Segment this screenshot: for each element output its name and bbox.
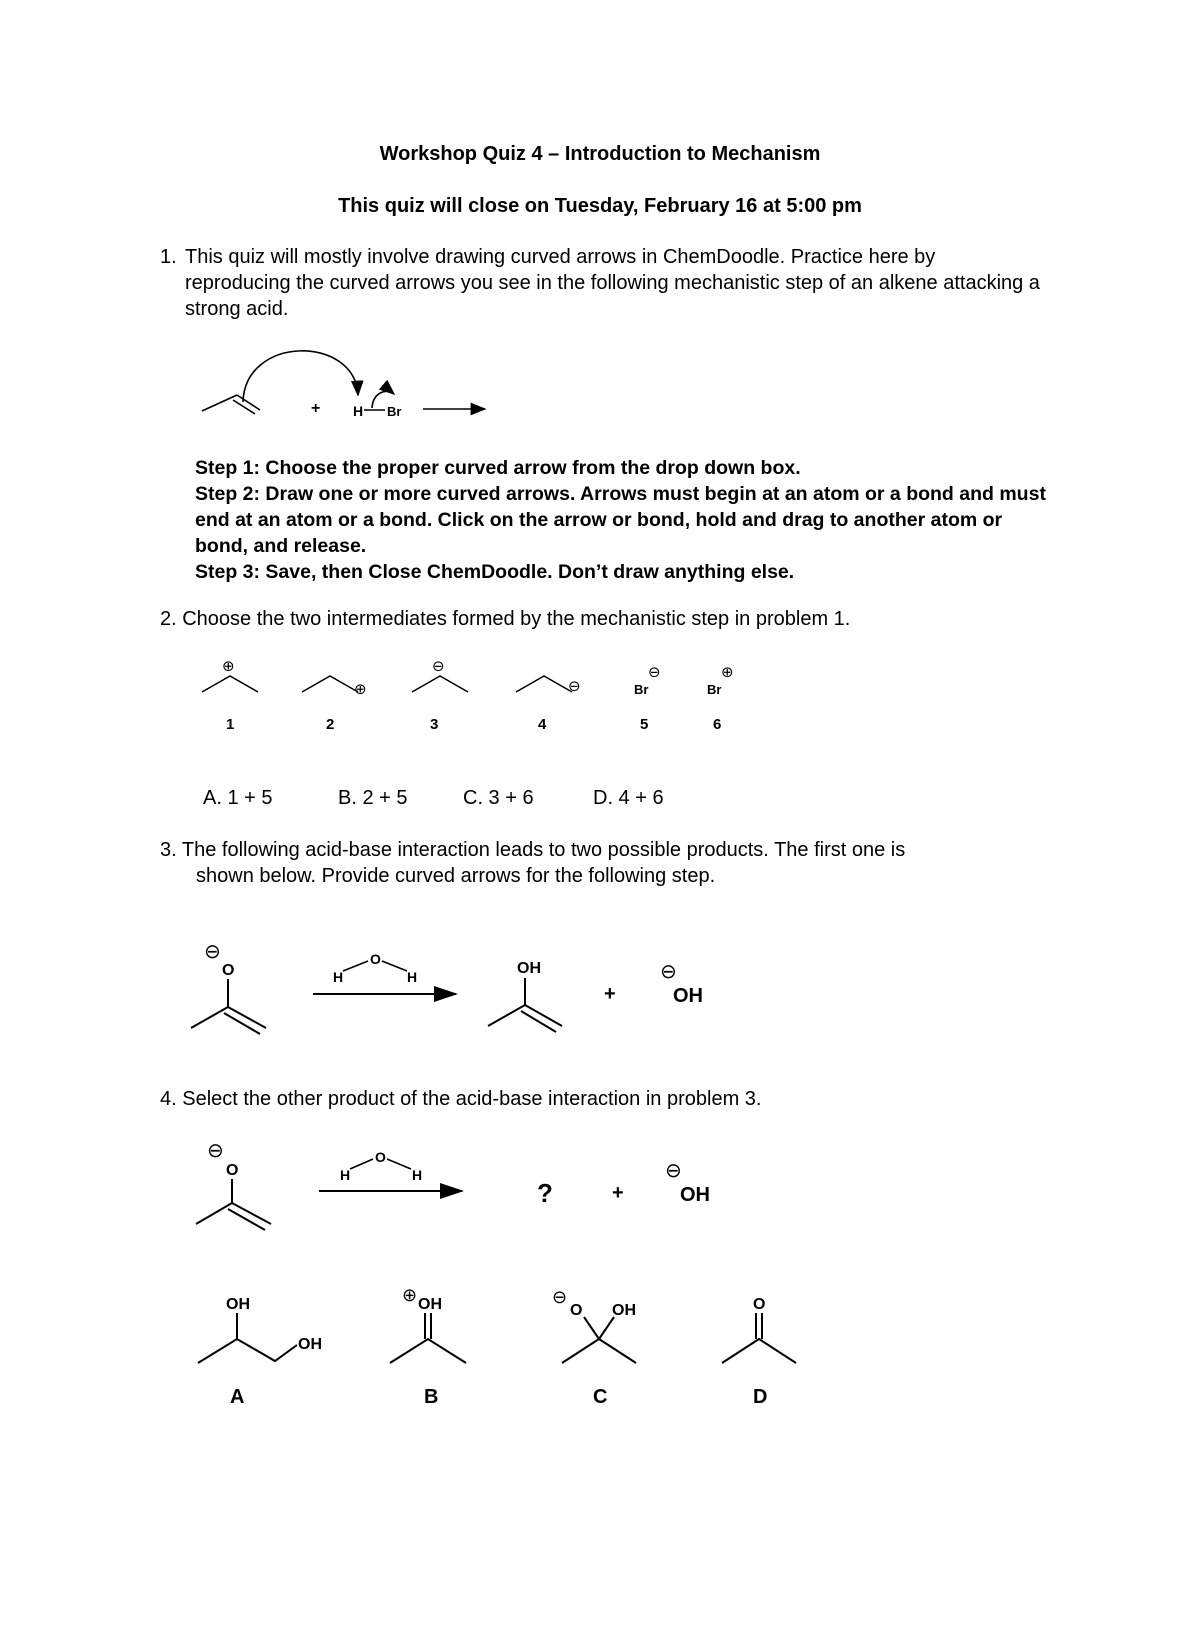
choice-c-oxygen: O (570, 1302, 583, 1319)
choice-a-structure[interactable] (198, 1296, 322, 1363)
intermediate-5-atom: Br (634, 682, 649, 697)
q2-option-d[interactable]: D. 4 + 6 (593, 787, 664, 809)
intermediate-4-skeleton (516, 676, 572, 692)
q3-enolate-charge: ⊖ (204, 941, 221, 963)
choice-d-oxygen: O (753, 1296, 766, 1313)
step-3: Step 3: Save, then Close ChemDoodle. Don’t draw anything else. (195, 561, 795, 583)
q1-reaction-scheme (195, 340, 515, 430)
q4-answer-choices (180, 1275, 820, 1435)
step-1: Step 1: Choose the proper curved arrow from the drop down box. (195, 457, 801, 479)
q4-plus-sign: + (612, 1182, 624, 1204)
deadline-notice: This quiz will close on Tuesday, February 16 at 5:00 pm (338, 195, 862, 217)
intermediate-2-skeleton (302, 676, 358, 692)
intermediate-1-skeleton (202, 676, 258, 692)
q2-option-a[interactable]: A. 1 + 5 (203, 787, 273, 809)
q3-water-h-right: H (407, 969, 418, 985)
q4-water-h-left: H (340, 1167, 351, 1183)
q2-option-c[interactable]: C. 3 + 6 (463, 787, 534, 809)
intermediate-2-charge: ⊕ (354, 681, 367, 698)
q3-hydroxide-charge: ⊖ (660, 961, 677, 983)
intermediate-6-charge: ⊕ (721, 664, 734, 681)
step-2: Step 2: Draw one or more curved arrows. Arrows must begin at an atom or a bond and must end at an atom or a bond. Click on the arrow or bond, hold and drag to another atom or bond, and release. (195, 483, 1046, 557)
q2-intermediates (190, 655, 810, 775)
q3-water-oxygen: O (370, 951, 381, 967)
question-1-text: This quiz will mostly involve drawing curved arrows in ChemDoodle. Practice here by reproducing the curved arrows you see in the following mechanistic step of an alkene attacking a strong acid. (185, 246, 1040, 320)
q1-br-atom: Br (387, 404, 402, 419)
propene-structure (202, 395, 260, 414)
choice-d-label[interactable]: D (753, 1386, 768, 1408)
q1-h-atom: H (353, 403, 364, 419)
choice-b-structure[interactable] (390, 1285, 466, 1363)
choice-a-label[interactable]: A (230, 1386, 245, 1408)
question-3-text (160, 837, 1060, 889)
choice-c-oh: OH (612, 1302, 636, 1319)
choice-c-structure[interactable] (552, 1287, 636, 1363)
intermediate-3-skeleton (412, 676, 468, 692)
curved-arrow-alkene-to-h (243, 351, 358, 402)
question-2-text: 2. Choose the two intermediates formed by the mechanistic step in problem 1. (160, 608, 851, 630)
choice-b-charge: ⊕ (402, 1285, 418, 1305)
q3-reaction-scheme (180, 925, 780, 1105)
instruction-steps (195, 455, 1055, 585)
intermediate-2-label: 2 (326, 716, 335, 733)
q1-plus-sign: + (311, 400, 321, 417)
q2-option-b[interactable]: B. 2 + 5 (338, 787, 408, 809)
choice-b-oh: OH (418, 1296, 442, 1313)
q3-enol-oh: OH (517, 960, 541, 977)
q4-enolate-oxygen: O (226, 1162, 239, 1179)
q3-enol-skeleton (488, 978, 562, 1032)
intermediate-3-label: 3 (430, 716, 439, 733)
question-1 (160, 244, 1040, 322)
q3-enolate-skeleton (191, 979, 266, 1034)
choice-a-oh-top: OH (226, 1296, 250, 1313)
choice-c-label[interactable]: C (593, 1386, 608, 1408)
intermediate-5-label: 5 (640, 716, 649, 733)
page-title: Workshop Quiz 4 – Introduction to Mechanism (379, 143, 821, 165)
q4-enolate-skeleton (196, 1179, 271, 1230)
intermediate-6-atom: Br (707, 682, 722, 697)
choice-a-oh-right: OH (298, 1336, 322, 1353)
intermediate-4-charge: ⊖ (568, 678, 581, 695)
choice-d-structure[interactable] (722, 1296, 796, 1363)
intermediate-3-charge: ⊖ (432, 658, 445, 675)
q4-hydroxide: OH (680, 1184, 710, 1206)
q4-water-h-right: H (412, 1167, 423, 1183)
q3-enolate-oxygen: O (222, 962, 235, 979)
question-3-line-2: shown below. Provide curved arrows for the following step. (196, 865, 716, 887)
q4-water-oxygen: O (375, 1149, 386, 1165)
question-1-number: 1. (160, 246, 177, 268)
choice-b-label[interactable]: B (424, 1386, 439, 1408)
question-4-text: 4. Select the other product of the acid-base interaction in problem 3. (160, 1088, 762, 1110)
intermediate-4-label: 4 (538, 716, 547, 733)
q3-water-h-left: H (333, 969, 344, 985)
question-3-line-1: 3. The following acid-base interaction leads to two possible products. The first one is (160, 839, 906, 861)
q3-plus-sign: + (604, 983, 616, 1005)
choice-c-charge: ⊖ (552, 1287, 568, 1307)
q4-enolate-charge: ⊖ (207, 1140, 224, 1162)
q4-unknown-product: ? (537, 1178, 553, 1208)
intermediate-6-label: 6 (713, 716, 722, 733)
intermediate-1-charge: ⊕ (222, 658, 235, 675)
intermediate-5-charge: ⊖ (648, 664, 661, 681)
q4-hydroxide-charge: ⊖ (665, 1160, 682, 1182)
intermediate-1-label: 1 (226, 716, 235, 733)
q3-hydroxide: OH (673, 985, 703, 1007)
q4-reaction-scheme (180, 1125, 780, 1245)
